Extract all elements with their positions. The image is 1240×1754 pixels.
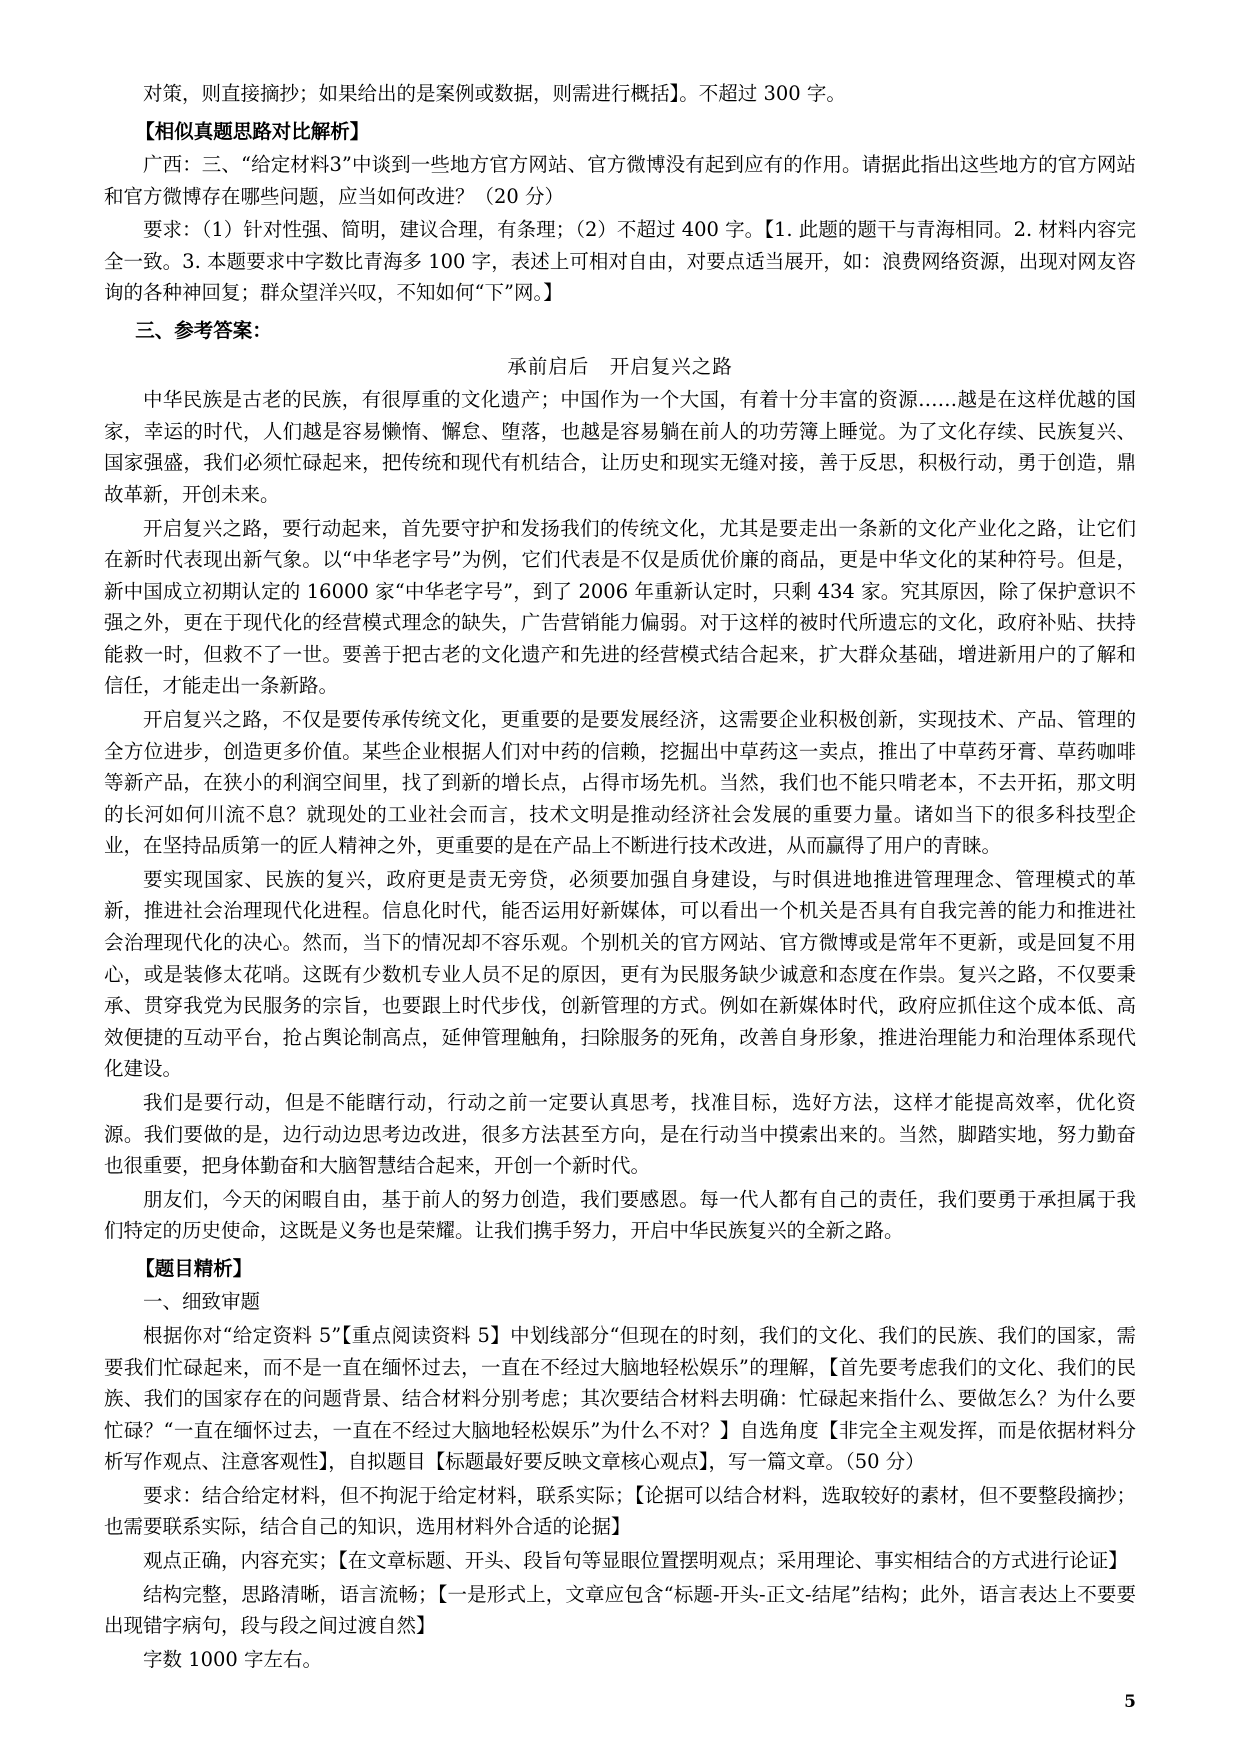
essay-paragraph-2: 开启复兴之路，要行动起来，首先要守护和发扬我们的传统文化，尤其是要走出一条新的文化产业化之路，让它们在新时代表现出新气象。以“中华老字号”为例，它们代表是不仅是质优价廉的商品，更是中华文化的某种符号。但是，新中国成立初期认定的 16000 家“中华老字号”，到了 2006 年重新认定时，只剩 434 家。究其原因，除了保护意识不强之外，更在于现代化的经营模式理念的缺失，广告营销能力偏弱。对于这样的被时代所遗忘的文化，政府补贴、扶持能救一时，但救不了一世。要善于把古老的文化遗产和先进的经营模式结合起来，扩大群众基础，增进新用户的了解和信任，才能走出一条新路。 bbox=[104, 516, 1136, 698]
essay-paragraph-4: 要实现国家、民族的复兴，政府更是责无旁贷，必须要加强自身建设，与时俱进地推进管理理念、管理模式的革新，推进社会治理现代化进程。信息化时代，能否运用好新媒体，可以看出一个机关是否具有自我完善的能力和推进社会治理现代化的决心。然而，当下的情况却不容乐观。个别机关的官方网站、官方微博或是常年不更新，或是回复不用心，或是装修太花哨。这既有少数机专业人员不足的原因，更有为民服务缺少诚意和态度在作祟。复兴之路，不仅要秉承、贯穿我党为民服务的宗旨，也要跟上时代步伐，创新管理的方式。例如在新媒体时代，政府应抓住这个成本低、高效便捷的互动平台，抢占舆论制高点，延伸管理触角，扫除服务的死角，改善自身形象，推进治理能力和治理体系现代化建设。 bbox=[104, 867, 1136, 1081]
analysis-paragraph-3: 观点正确，内容充实；【在文章标题、开头、段旨句等显眼位置摆明观点；采用理论、事实相结合的方式进行论证】 bbox=[143, 1549, 1128, 1573]
analysis-paragraph-1: 根据你对“给定资料 5”【重点阅读资料 5】中划线部分“但现在的时刻，我们的文化、我们的民族、我们的国家，需要我们忙碌起来，而不是一直在缅怀过去，一直在不经过大脑地轻松娱乐”的理解，【首先要考虑我们的文化、我们的民族、我们的国家存在的问题背景、结合材料分别考虑；其次要结合材料去明确：忙碌起来指什么、要做怎么？为什么要忙碌？“一直在缅怀过去，一直在不经过大脑地轻松娱乐”为什么不对？】自选角度【非完全主观发挥，而是依据材料分析写作观点、注意客观性】，自拟题目【标题最好要反映文章核心观点】，写一篇文章。（50 分） bbox=[104, 1323, 1136, 1474]
section-heading-comparison: 【相似真题思路对比解析】 bbox=[135, 119, 370, 143]
analysis-paragraph-4: 结构完整，思路清晰，语言流畅；【一是形式上，文章应包含“标题-开头-正文-结尾”结构；此外，语言表达上不要要出现错字病句，段与段之间过渡自然】 bbox=[104, 1582, 1136, 1638]
section-heading-answer: 三、参考答案： bbox=[135, 319, 272, 343]
section-heading-analysis: 【题目精析】 bbox=[135, 1256, 253, 1280]
essay-paragraph-3: 开启复兴之路，不仅是要传承传统文化，更重要的是要发展经济，这需要企业积极创新，实现技术、产品、管理的全方位进步，创造更多价值。某些企业根据人们对中药的信赖，挖掘出中草药这一卖点，推出了中草药牙膏、草药咖啡等新产品，在狭小的利润空间里，找了到新的增长点，占得市场先机。当然，我们也不能只啃老本，不去开拓，那文明的长河如何川流不息？就现处的工业社会而言，技术文明是推动经济社会发展的重要力量。诸如当下的很多科技型企业，在坚持品质第一的匠人精神之外，更重要的是在产品上不断进行技术改进，从而赢得了用户的青睐。 bbox=[104, 707, 1136, 858]
analysis-paragraph-2: 要求：结合给定材料，但不拘泥于给定材料，联系实际；【论据可以结合材料，选取较好的素材，但不要整段摘抄；也需要联系实际，结合自己的知识，选用材料外合适的论据】 bbox=[104, 1483, 1136, 1539]
analysis-paragraph-5: 字数 1000 字左右。 bbox=[143, 1647, 323, 1671]
comparison-paragraph-2: 要求：（1）针对性强、简明，建议合理，有条理；（2）不超过 400 字。【1. 此题的题干与青海相同。2. 材料内容完全一致。3. 本题要求中字数比青海多 100 字，表述上可相对自由，对要点适当展开，如：浪费网络资源，出现对网友咨询的各种神回复；群众望洋兴叹，不知如何“下”网。】 bbox=[104, 218, 1136, 305]
essay-paragraph-5: 我们是要行动，但是不能瞎行动，行动之前一定要认真思考，找准目标，选好方法，这样才能提高效率，优化资源。我们要做的是，边行动边思考边改进，很多方法甚至方向，是在行动当中摸索出来的。当然，脚踏实地，努力勤奋也很重要，把身体勤奋和大脑智慧结合起来，开创一个新时代。 bbox=[104, 1090, 1136, 1178]
comparison-paragraph-1: 广西：三、“给定材料3”中谈到一些地方官方网站、官方微博没有起到应有的作用。请据此指出这些地方的官方网站和官方微博存在哪些问题，应当如何改进？（20 分） bbox=[104, 153, 1136, 208]
essay-paragraph-6: 朋友们，今天的闲暇自由，基于前人的努力创造，我们要感恩。每一代人都有自己的责任，我们要勇于承担属于我们特定的历史使命，这既是义务也是荣耀。让我们携手努力，开启中华民族复兴的全新之路。 bbox=[104, 1187, 1136, 1243]
essay-title: 承前启后 开启复兴之路 bbox=[507, 354, 733, 378]
top-continuation-paragraph: 对策，则直接摘抄；如果给出的是案例或数据，则需进行概括】。不超过 300 字。 bbox=[143, 82, 846, 105]
analysis-subheading: 一、细致审题 bbox=[143, 1290, 261, 1314]
essay-paragraph-1: 中华民族是古老的民族，有很厚重的文化遗产；中国作为一个大国，有着十分丰富的资源……越是在这样优越的国家，幸运的时代，人们越是容易懒惰、懈怠、堕落，也越是容易躺在前人的功劳簿上睡觉。为了文化存续、民族复兴、国家强盛，我们必须忙碌起来，把传统和现代有机结合，让历史和现实无缝对接，善于反思，积极行动，勇于创造，鼎故革新，开创未来。 bbox=[104, 388, 1136, 506]
page-number: 5 bbox=[1124, 1692, 1136, 1712]
